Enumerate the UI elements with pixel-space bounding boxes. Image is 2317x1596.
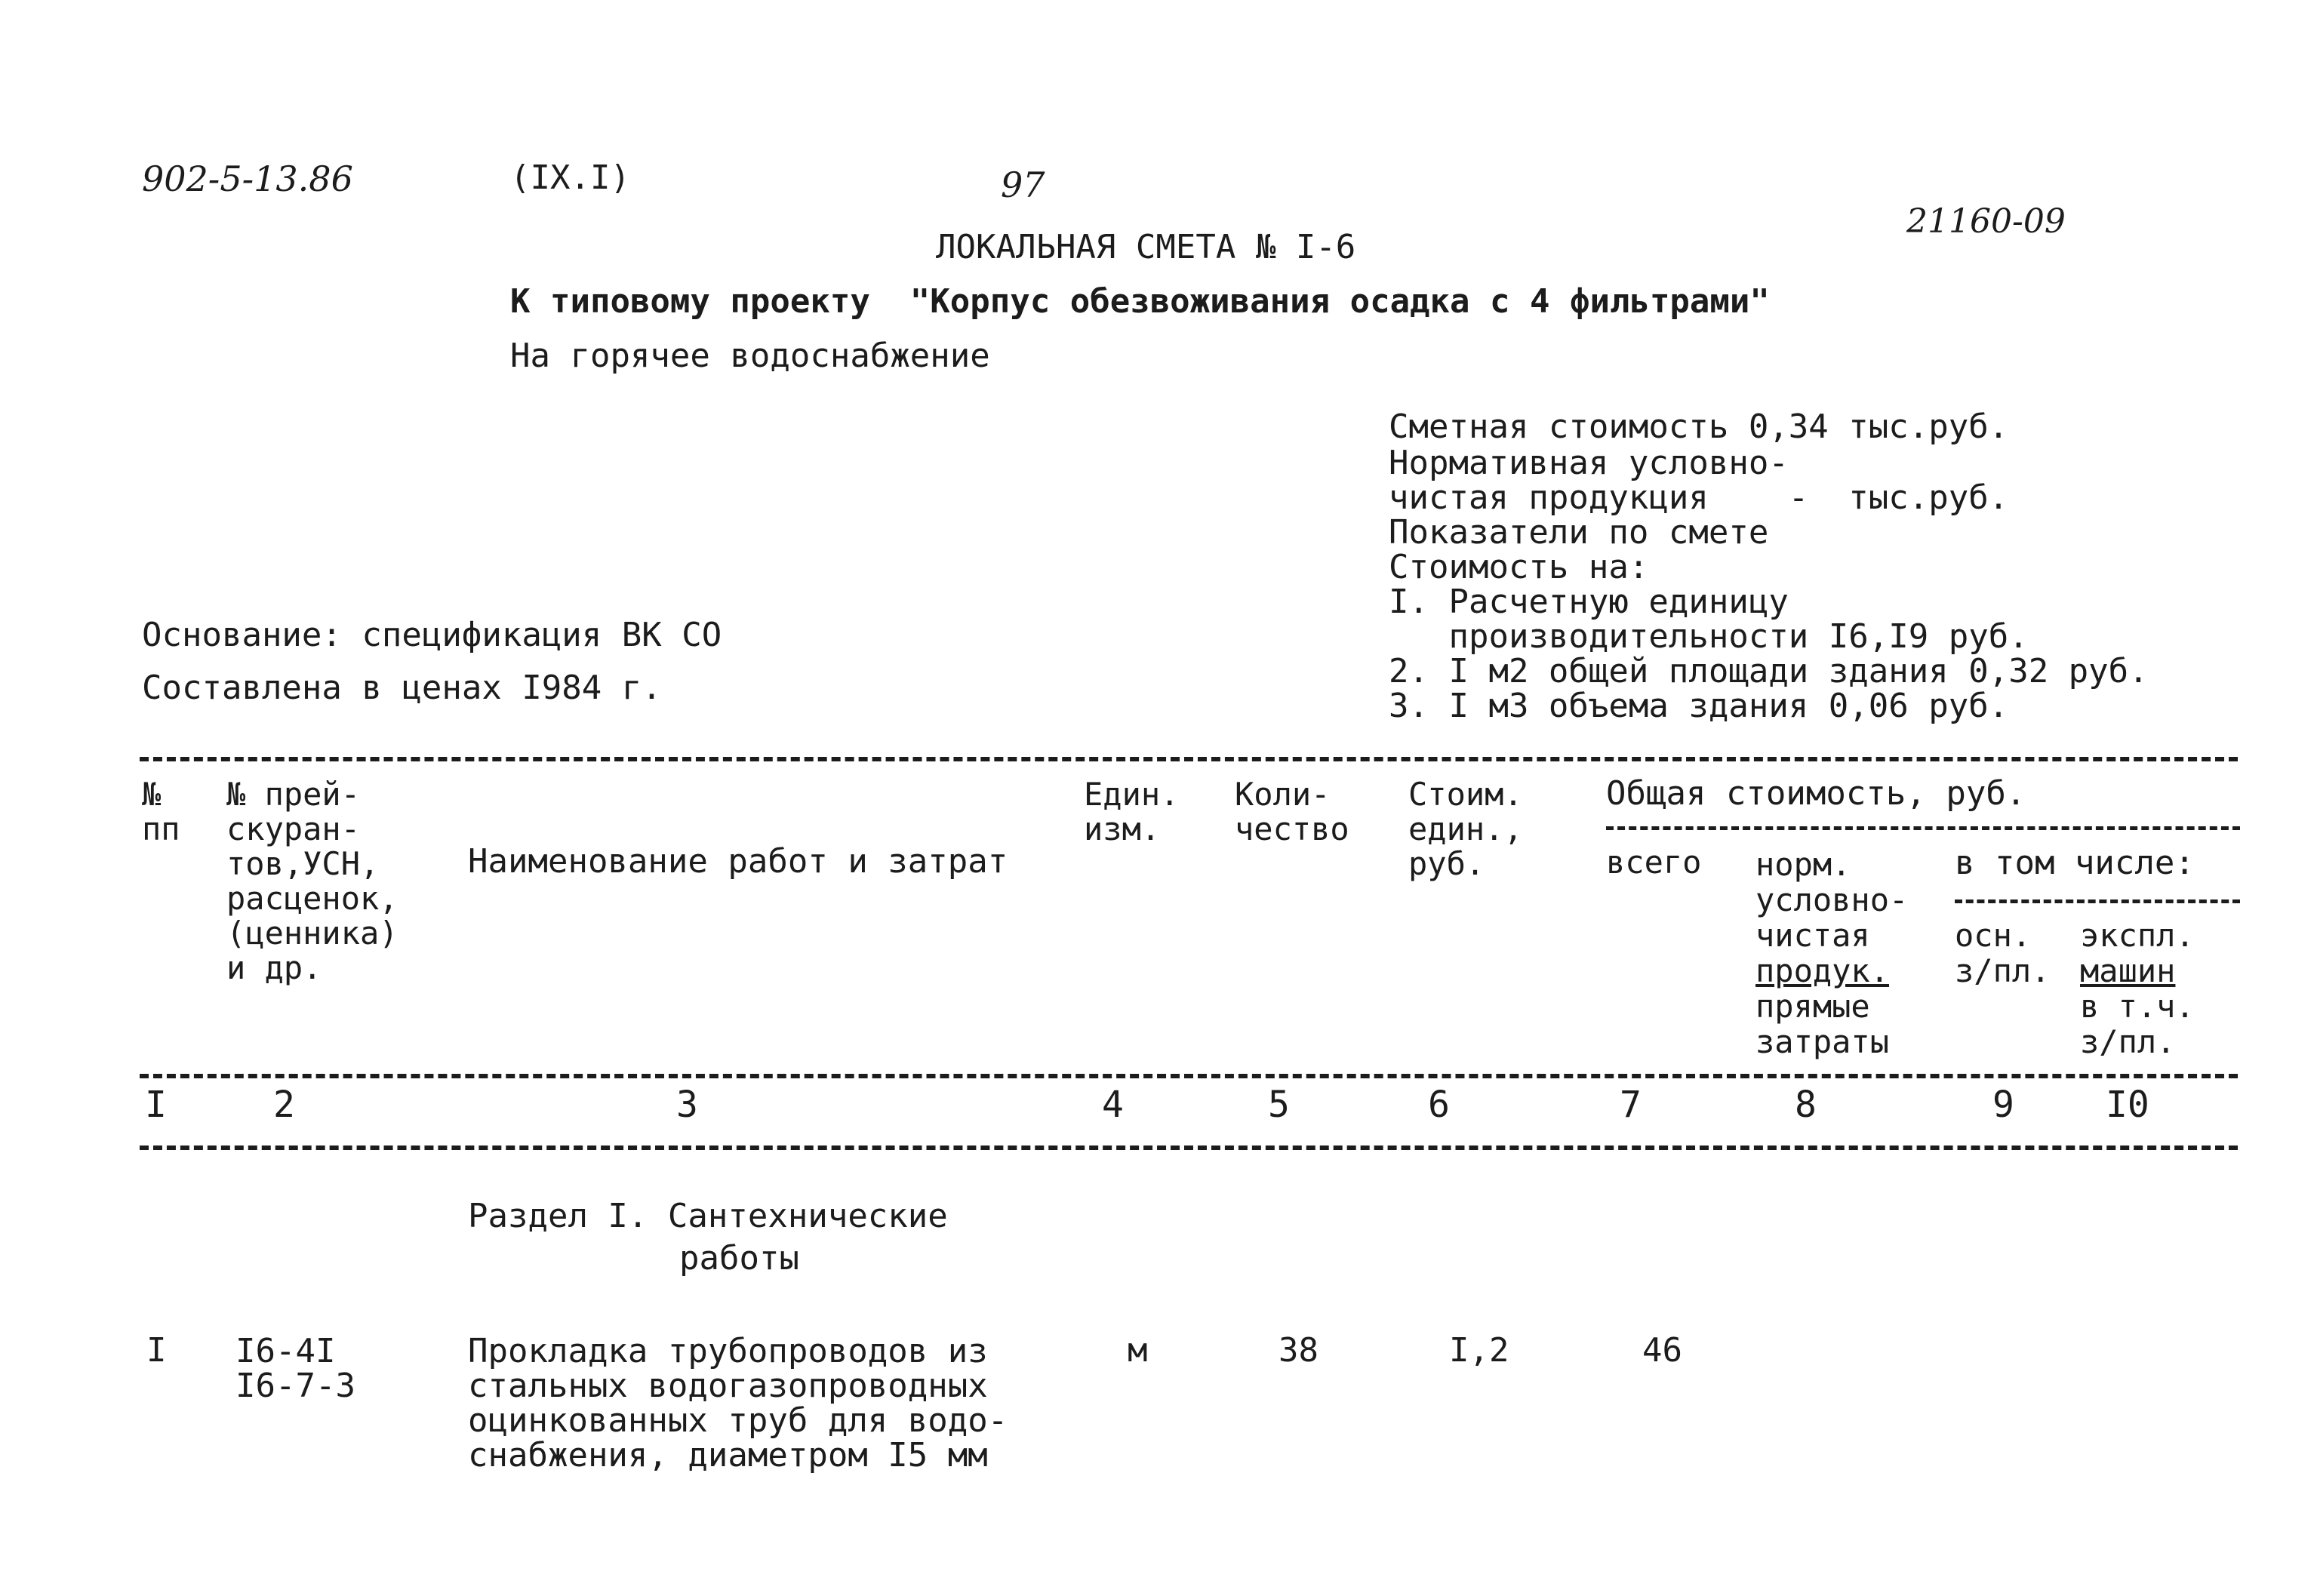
cost-summary-line: Стоимость на: [1389, 548, 1649, 586]
header-quantity: Коли- чество [1235, 776, 1349, 847]
cost-summary-line: Нормативная условно- [1389, 444, 1789, 482]
document-title: ЛОКАЛЬНАЯ СМЕТА № I-6 [936, 228, 1356, 266]
header-total: всего [1606, 844, 1702, 881]
section-title-continued: работы [679, 1239, 799, 1278]
row-unit: м [1128, 1331, 1148, 1370]
cost-summary-line: производительности I6,I9 руб. [1389, 617, 2029, 656]
header-row-number: № пп [142, 776, 180, 847]
column-number: I [145, 1084, 167, 1126]
cost-summary-line: чистая продукция - тыс.руб. [1389, 478, 2009, 517]
header-total-cost-group: Общая стоимость, руб. [1606, 774, 2026, 813]
subject-line: На горячее водоснабжение [510, 337, 990, 375]
document-number: 902-5-13.86 [142, 158, 353, 199]
cost-summary-line: Сметная стоимость 0,34 тыс.руб. [1389, 407, 2009, 446]
header-base-wages: осн. з/пл. [1955, 917, 2051, 989]
header-machine-underlined: машин [2080, 952, 2176, 989]
row-number: I [146, 1331, 167, 1370]
total-cost-subrule [1606, 826, 2240, 830]
column-numbers-rule [140, 1145, 2238, 1150]
column-number: 5 [1268, 1084, 1290, 1126]
column-number: 9 [1992, 1084, 2014, 1126]
header-bottom-rule [140, 1074, 2238, 1078]
in-that-number-subrule [1955, 899, 2240, 903]
column-number: 3 [676, 1084, 698, 1126]
row-work-name: Прокладка трубопроводов из стальных водогазопроводных оцинкованных труб для водо- снабжения, диаметром I5 мм [468, 1332, 1008, 1475]
header-in-that-number: в том числе: [1955, 844, 2195, 882]
header-machine-line1: экспл. [2080, 917, 2195, 954]
cost-summary-line: Показатели по смете [1389, 513, 1769, 552]
header-price-reference: № прей- скуран- тов,УСН, расценок, (ценника) и др. [226, 776, 398, 986]
header-machine-line2: в т.ч. з/пл. [2080, 988, 2195, 1060]
header-net-product-line1: норм. условно- чистая [1755, 846, 1909, 954]
page-number: 97 [1001, 165, 1045, 205]
table-top-rule [140, 757, 2238, 761]
column-number: 4 [1102, 1084, 1124, 1126]
cost-summary-line: 3. I м3 объема здания 0,06 руб. [1389, 687, 2009, 725]
header-net-product-underlined: продук. [1755, 952, 1890, 989]
column-number: 6 [1428, 1084, 1450, 1126]
row-quantity: 38 [1279, 1331, 1319, 1370]
stamp-number: 21160-09 [1906, 202, 2066, 241]
row-unit-cost: I,2 [1449, 1331, 1509, 1370]
volume-number: (IX.I) [510, 158, 630, 197]
header-unit: Един. изм. [1084, 776, 1180, 847]
column-number: I0 [2106, 1084, 2149, 1126]
cost-summary-line: 2. I м2 общей площади здания 0,32 руб. [1389, 652, 2149, 690]
header-net-product [1755, 847, 1908, 1059]
column-number: 8 [1795, 1084, 1817, 1126]
basis-line: Составлена в ценах I984 г. [142, 669, 662, 707]
header-net-product-line2: прямые затраты [1755, 988, 1890, 1060]
row-total: 46 [1642, 1331, 1682, 1370]
row-price-reference: I6-4I I6-7-3 [235, 1332, 355, 1405]
basis-line: Основание: спецификация ВК СО [142, 616, 722, 654]
column-number: 7 [1620, 1084, 1642, 1126]
header-unit-cost: Стоим. един., руб. [1408, 776, 1523, 882]
header-machine-operation [2080, 918, 2195, 1059]
column-number: 2 [273, 1084, 295, 1126]
section-title: Раздел I. Сантехнические [468, 1197, 948, 1235]
cost-summary-line: I. Расчетную единицу [1389, 583, 1789, 621]
header-work-name: Наименование работ и затрат [468, 842, 1008, 881]
project-line: К типовому проекту "Корпус обезвоживания осадка с 4 фильтрами" [510, 282, 1770, 321]
